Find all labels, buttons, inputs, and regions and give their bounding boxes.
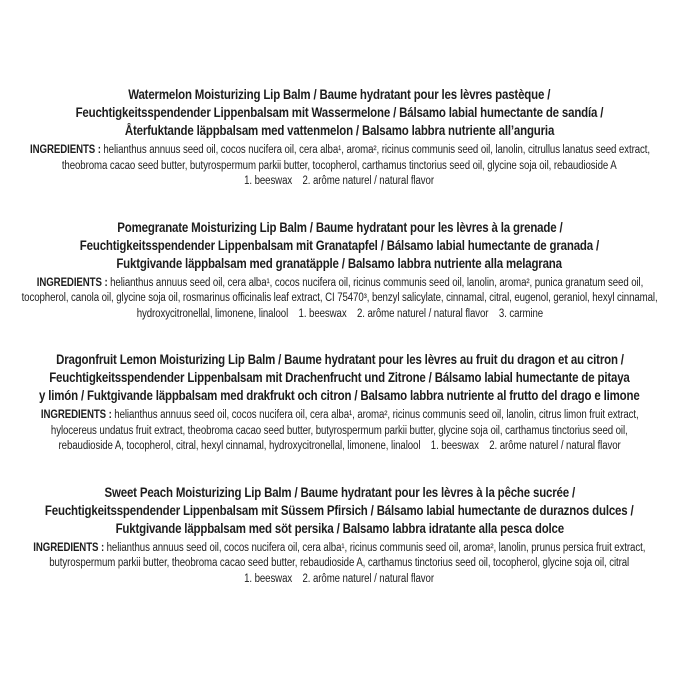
product-section-pomegranate [0,219,679,323]
product-title-sweet-peach [0,484,679,538]
ingredients-line [36,276,642,292]
ingredients-line: tocopherol, canola oil, glycine soja oil, rosmarinus officinalis leaf extract, CI 75470³, benzyl salicylate, cinnamal, citral, eugenol, geraniol, hexyl cinnamal, [21,292,658,304]
ingredients-block-pomegranate [0,276,679,323]
ingredients-text: helianthus annuus seed oil, cera alba¹, cocos nucifera oil, ricinus communis seed oil, lanolin, aroma², punica granatum seed oil, [109,276,643,289]
title-line: Pomegranate Moisturizing Lip Balm / Baume hydratant pour les lèvres à la grenade / [116,219,563,235]
product-section-watermelon [0,86,679,190]
title-line: Feuchtigkeitsspendender Lippenbalsam mit Süssem Pfirsich / Bálsamo labial humectante de duraznos dulces / [45,502,634,518]
ingredients-block-sweet-peach [0,541,679,588]
product-title-dragonfruit-lemon [0,351,679,405]
ingredients-label: INGREDIENTS : [36,276,108,289]
ingredients-line: hylocereus undatus fruit extract, theobroma cacao seed butter, butyrospermum parkii butter, glycine soja oil, carthamus tinctorius seed oil, [51,424,628,437]
product-section-sweet-peach [0,484,679,588]
ingredients-text: helianthus annuus seed oil, cocos nucifera oil, cera alba¹, aroma², ricinus communis seed oil, lanolin, citrullus lanatus seed extract, [102,144,650,156]
product-title-pomegranate [34,219,645,273]
ingredients-footnotes: 1. beeswax 2. arôme naturel / natural flavor [244,572,435,585]
product-section-dragonfruit-lemon [0,351,679,455]
ingredients-text: helianthus annuus seed oil, cocos nucifera oil, cera alba¹, ricinus communis seed oil, aroma², lanolin, prunus persica fruit extract, [106,541,646,554]
title-line: Feuchtigkeitsspendender Lippenbalsam mit Wassermelone / Bálsamo labial humectante de sandía / [75,105,604,120]
ingredients-line: theobroma cacao seed butter, butyrospermum parkii butter, tocopherol, carthamus tinctorius seed oil, glycine soja oil, rebaudioside A [62,159,617,172]
ingredients-label: INGREDIENTS : [33,541,105,554]
ingredients-text: helianthus annuus seed oil, cocos nucifera oil, cera alba¹, aroma², ricinus communis seed oil, lanolin, citrus limon fruit extract, [114,409,639,421]
ingredients-footnotes: 1. beeswax 2. arôme naturel / natural flavor [244,175,435,187]
title-line: y limón / Fuktgivande läppbalsam med drakfrukt och citron / Balsamo labbra nutriente al frutto del drago e limone [39,388,640,403]
title-line: Fuktgivande läppbalsam med granatäpple / Balsamo labbra nutriente alla melagrana [116,255,563,271]
title-line: Sweet Peach Moisturizing Lip Balm / Baume hydratant pour les lèvres à la pêche sucrée / [104,484,575,500]
ingredients-label: INGREDIENTS : [40,409,112,421]
title-line: Dragonfruit Lemon Moisturizing Lip Balm / Baume hydratant pour les lèvres au fruit du dragon et au citron / [55,352,624,367]
title-line: Feuchtigkeitsspendender Lippenbalsam mit Drachenfrucht und Zitrone / Bálsamo labial humectante de pitaya [49,370,630,385]
ingredients-block-watermelon [0,143,679,190]
product-title-watermelon [29,86,650,140]
ingredients-footnotes: rebaudioside A, tocopherol, citral, hexyl cinnamal, hydroxycitronellal, limonene, linalool 1. beeswax 2. arôme naturel / natural flavor [58,440,621,452]
title-line: Watermelon Moisturizing Lip Balm / Baume hydratant pour les lèvres pastèque / [128,87,551,102]
ingredients-line: butyrospermum parkii butter, theobroma cacao seed butter, rebaudioside A, carthamus tinctorius seed oil, tocopherol, glycine soja oil, citral [49,557,630,569]
ingredients-line [30,143,650,159]
ingredients-label: INGREDIENTS : [29,144,101,156]
ingredients-line [34,541,646,557]
title-line: Återfuktande läppbalsam med vattenmelon / Balsamo labbra nutriente all’anguria [124,123,555,138]
ingredients-block-dragonfruit-lemon [0,408,679,455]
title-line: Fuktgivande läppbalsam med söt persika / Balsamo labbra idratante alla pesca dolce [115,520,564,536]
ingredients-line [41,408,639,424]
title-line: Feuchtigkeitsspendender Lippenbalsam mit Granatapfel / Bálsamo labial humectante de granada / [79,237,600,253]
ingredients-footnotes: hydroxycitronellal, limonene, linalool 1. beeswax 2. arôme naturel / natural flavor 3. carmine [136,307,543,320]
